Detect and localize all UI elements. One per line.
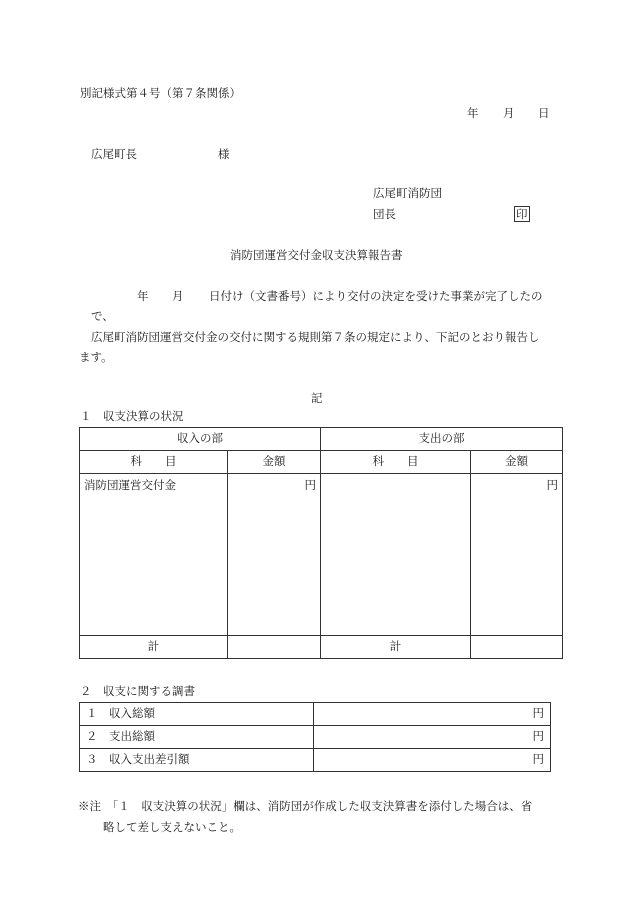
summary-row [80,749,551,772]
expense-total-amount [471,636,563,659]
table-body-row [80,474,563,636]
date-month-label: 月 [503,106,515,120]
date-day-label: 日 [538,106,550,120]
body-line4: ます。 [79,350,113,364]
section2-heading: ２ 収支に関する調書 [80,684,195,698]
body-line1: 日付け（文書番号）により交付の決定を受けた事業が完了したの [209,289,543,303]
body-line3: 広尾町消防団運営交付金の交付に関する規則第７条の規定により、下記のとおり報告し [91,330,540,344]
ki-mark: 記 [311,391,323,405]
summary-row [80,703,551,726]
summary-label: ２ 支出総額 [80,726,314,749]
summary-label: １ 収入総額 [80,703,314,726]
income-total-amount [228,636,321,659]
expense-total-label: 計 [321,636,471,659]
seal-label: 印 [516,207,528,221]
document-title: 消防団運営交付金収支決算報告書 [230,248,403,262]
table-total-row [80,636,563,659]
body-line2: で、 [91,309,114,323]
settlement-table [79,427,563,659]
income-item-col: 科 目 [80,451,228,474]
summary-label: ３ 収入支出差引額 [80,749,314,772]
table-subheader-row [80,451,563,474]
summary-row [80,726,551,749]
table-header-row [80,428,563,451]
form-number: 別記様式第４号（第７条関係） [80,86,241,100]
expense-item-col: 科 目 [321,451,471,474]
body-month: 月 [172,289,184,303]
summary-table [79,702,551,772]
date-year-label: 年 [467,106,479,120]
sender-organization: 広尾町消防団 [373,186,442,200]
expense-amount-col: 金額 [471,451,563,474]
note-line2: 略して差し支えないこと。 [103,820,241,834]
summary-unit: 円 [314,703,551,726]
seal-mark [514,206,530,223]
income-amount-col: 金額 [228,451,321,474]
note-line1: ※注 「１ 収支決算の状況」欄は、消防団が作成した収支決算書を添付した場合は、省 [78,799,533,813]
addressee-honorific: 様 [218,147,230,161]
summary-unit: 円 [314,726,551,749]
summary-unit: 円 [314,749,551,772]
expense-amount-cell: 円 [471,474,563,636]
income-amount-cell: 円 [228,474,321,636]
addressee-name: 広尾町長 [91,147,137,161]
income-total-label: 計 [80,636,228,659]
sender-title: 団長 [373,207,396,221]
expense-item-cell [321,474,471,636]
section1-heading: １ 収支決算の状況 [80,409,184,423]
body-year: 年 [137,289,149,303]
income-item-cell: 消防団運営交付金 [80,474,228,636]
expense-header: 支出の部 [321,428,563,451]
income-header: 収入の部 [80,428,321,451]
